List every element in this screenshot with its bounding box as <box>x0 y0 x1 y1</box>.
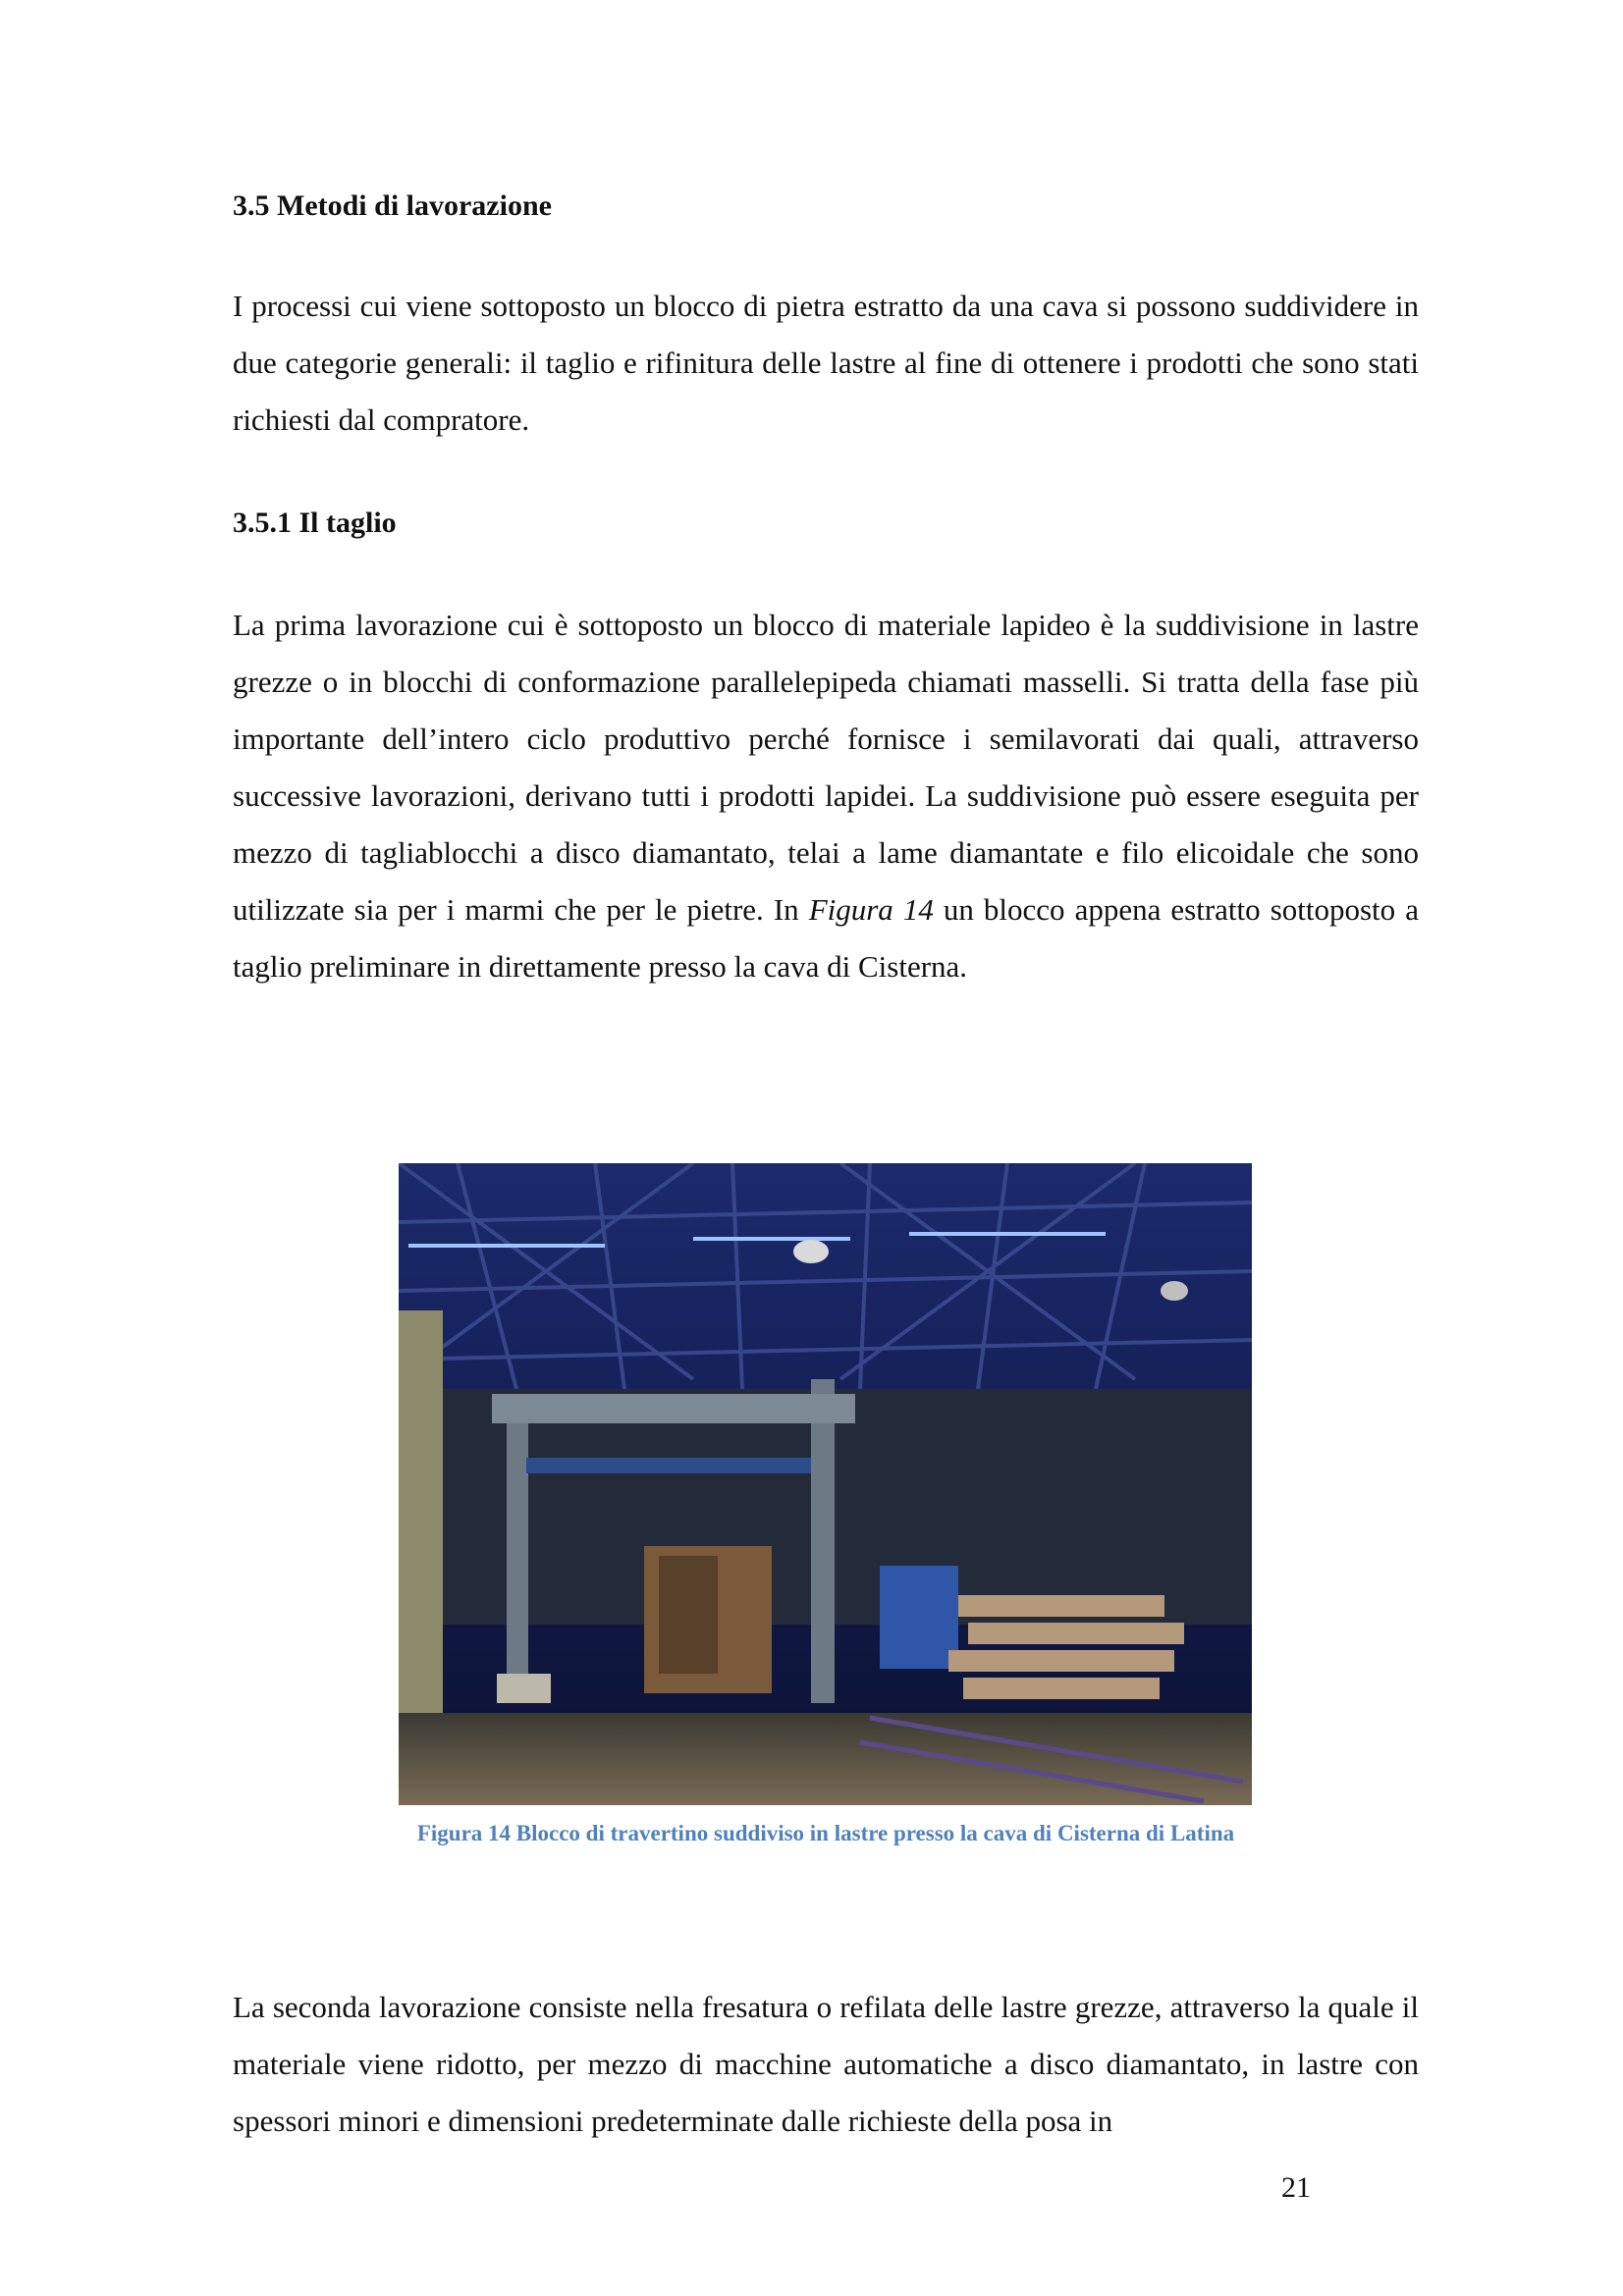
page-content-lower <box>233 1979 1419 2150</box>
cutting-paragraph <box>233 597 1419 995</box>
cutting-paragraph-text: La prima lavorazione cui è sottoposto un blocco di materiale lapideo è la suddivisione in lastre grezze o in blocchi di conformazione parallelepipeda chiamati masselli. Si tratta della fase più importante dell’intero ciclo produttivo perché fornisce i semilavorati dai quali, attraverso successive lavorazioni, derivano tutti i prodotti lapidei. La suddivisione può essere eseguita per mezzo di tagliablocchi a disco diamantato, telai a lame diamantate e filo elicoidale che sono utilizzate sia per i marmi che per le pietre. In <box>233 608 1419 927</box>
page-content <box>233 187 1419 995</box>
second-process-paragraph: La seconda lavorazione consiste nella fresatura o refilata delle lastre grezze, attraverso la quale il materiale viene ridotto, per mezzo di macchine automatiche a disco diamantato, in lastre con spessori minori e dimensioni predeterminate dalle richieste della posa in <box>233 1990 1419 2138</box>
figure-reference[interactable]: Figura 14 <box>808 892 934 927</box>
subsection-heading: 3.5.1 Il taglio <box>233 507 397 539</box>
figure-photo-quarry-cutting <box>399 1163 1252 1805</box>
section-heading: 3.5 Metodi di lavorazione <box>233 189 552 222</box>
page-number: 21 <box>1281 2171 1311 2204</box>
cutting-paragraph-tail: un blocco appena estratto sottoposto a taglio preliminare in direttamente presso la cava di Cisterna. <box>233 892 1419 984</box>
figure-caption: Figura 14 Blocco di travertino suddiviso in lastre presso la cava di Cisterna di Latina <box>416 1821 1235 1845</box>
photo-illustration <box>399 1163 1252 1805</box>
intro-paragraph: I processi cui viene sottoposto un blocco di pietra estratto da una cava si possono suddividere in due categorie generali: il taglio e rifinitura delle lastre al fine di ottenere i prodotti che sono stati richiesti dal compratore. <box>233 289 1419 437</box>
